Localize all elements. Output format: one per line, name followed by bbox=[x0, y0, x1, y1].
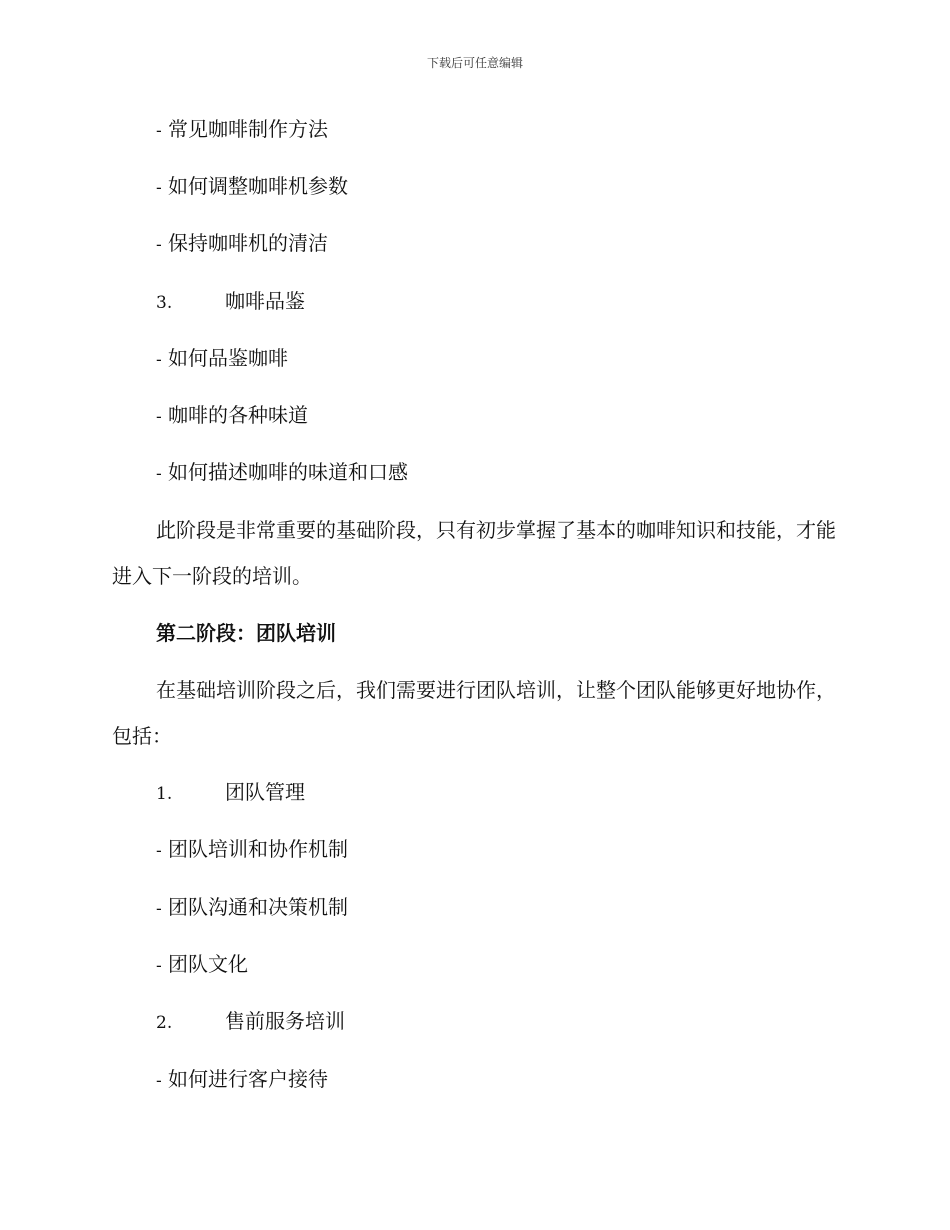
list-item-text: 常见咖啡制作方法 bbox=[168, 117, 328, 141]
list-marker: - bbox=[156, 121, 162, 141]
list-marker: - bbox=[156, 899, 162, 919]
numbered-item bbox=[156, 1007, 345, 1037]
list-number: 1. bbox=[156, 784, 173, 804]
list-item bbox=[156, 344, 288, 374]
list-item bbox=[156, 458, 408, 488]
list-item-text: 团队沟通和决策机制 bbox=[168, 895, 348, 919]
list-number: 3. bbox=[156, 293, 173, 313]
list-item-text: 如何调整咖啡机参数 bbox=[168, 174, 348, 198]
list-item bbox=[156, 229, 328, 259]
list-marker: - bbox=[156, 956, 162, 976]
list-marker: - bbox=[156, 1071, 162, 1091]
list-item-text: 咖啡品鉴 bbox=[225, 289, 305, 313]
list-item bbox=[156, 893, 348, 923]
section-heading: 第二阶段：团队培训 bbox=[156, 621, 336, 645]
list-item bbox=[156, 950, 248, 980]
list-marker: - bbox=[156, 464, 162, 484]
body-paragraph: 此阶段是非常重要的基础阶段，只有初步掌握了基本的咖啡知识和技能，才能进入下一阶段的培训。 bbox=[112, 518, 836, 588]
numbered-item bbox=[156, 778, 305, 808]
list-item-text: 团队管理 bbox=[225, 780, 305, 804]
list-item bbox=[156, 172, 348, 202]
list-item-text: 团队培训和协作机制 bbox=[168, 837, 348, 861]
body-paragraph: 在基础培训阶段之后，我们需要进行团队培训，让整个团队能够更好地协作，包括： bbox=[112, 678, 836, 748]
list-marker: - bbox=[156, 235, 162, 255]
list-number: 2. bbox=[156, 1013, 173, 1033]
list-marker: - bbox=[156, 407, 162, 427]
list-item-text: 咖啡的各种味道 bbox=[168, 403, 308, 427]
list-item bbox=[156, 115, 328, 145]
list-item-text: 售前服务培训 bbox=[225, 1009, 345, 1033]
list-item-text: 保持咖啡机的清洁 bbox=[168, 231, 328, 255]
list-marker: - bbox=[156, 841, 162, 861]
list-item bbox=[156, 401, 308, 431]
list-item-text: 如何描述咖啡的味道和口感 bbox=[168, 460, 408, 484]
list-marker: - bbox=[156, 178, 162, 198]
numbered-item bbox=[156, 287, 305, 317]
list-item-text: 团队文化 bbox=[168, 952, 248, 976]
list-marker: - bbox=[156, 350, 162, 370]
list-item bbox=[156, 1065, 328, 1095]
list-item-text: 如何进行客户接待 bbox=[168, 1067, 328, 1091]
page-header: 下载后可任意编辑 bbox=[426, 56, 523, 70]
list-item bbox=[156, 835, 348, 865]
list-item-text: 如何品鉴咖啡 bbox=[168, 346, 288, 370]
